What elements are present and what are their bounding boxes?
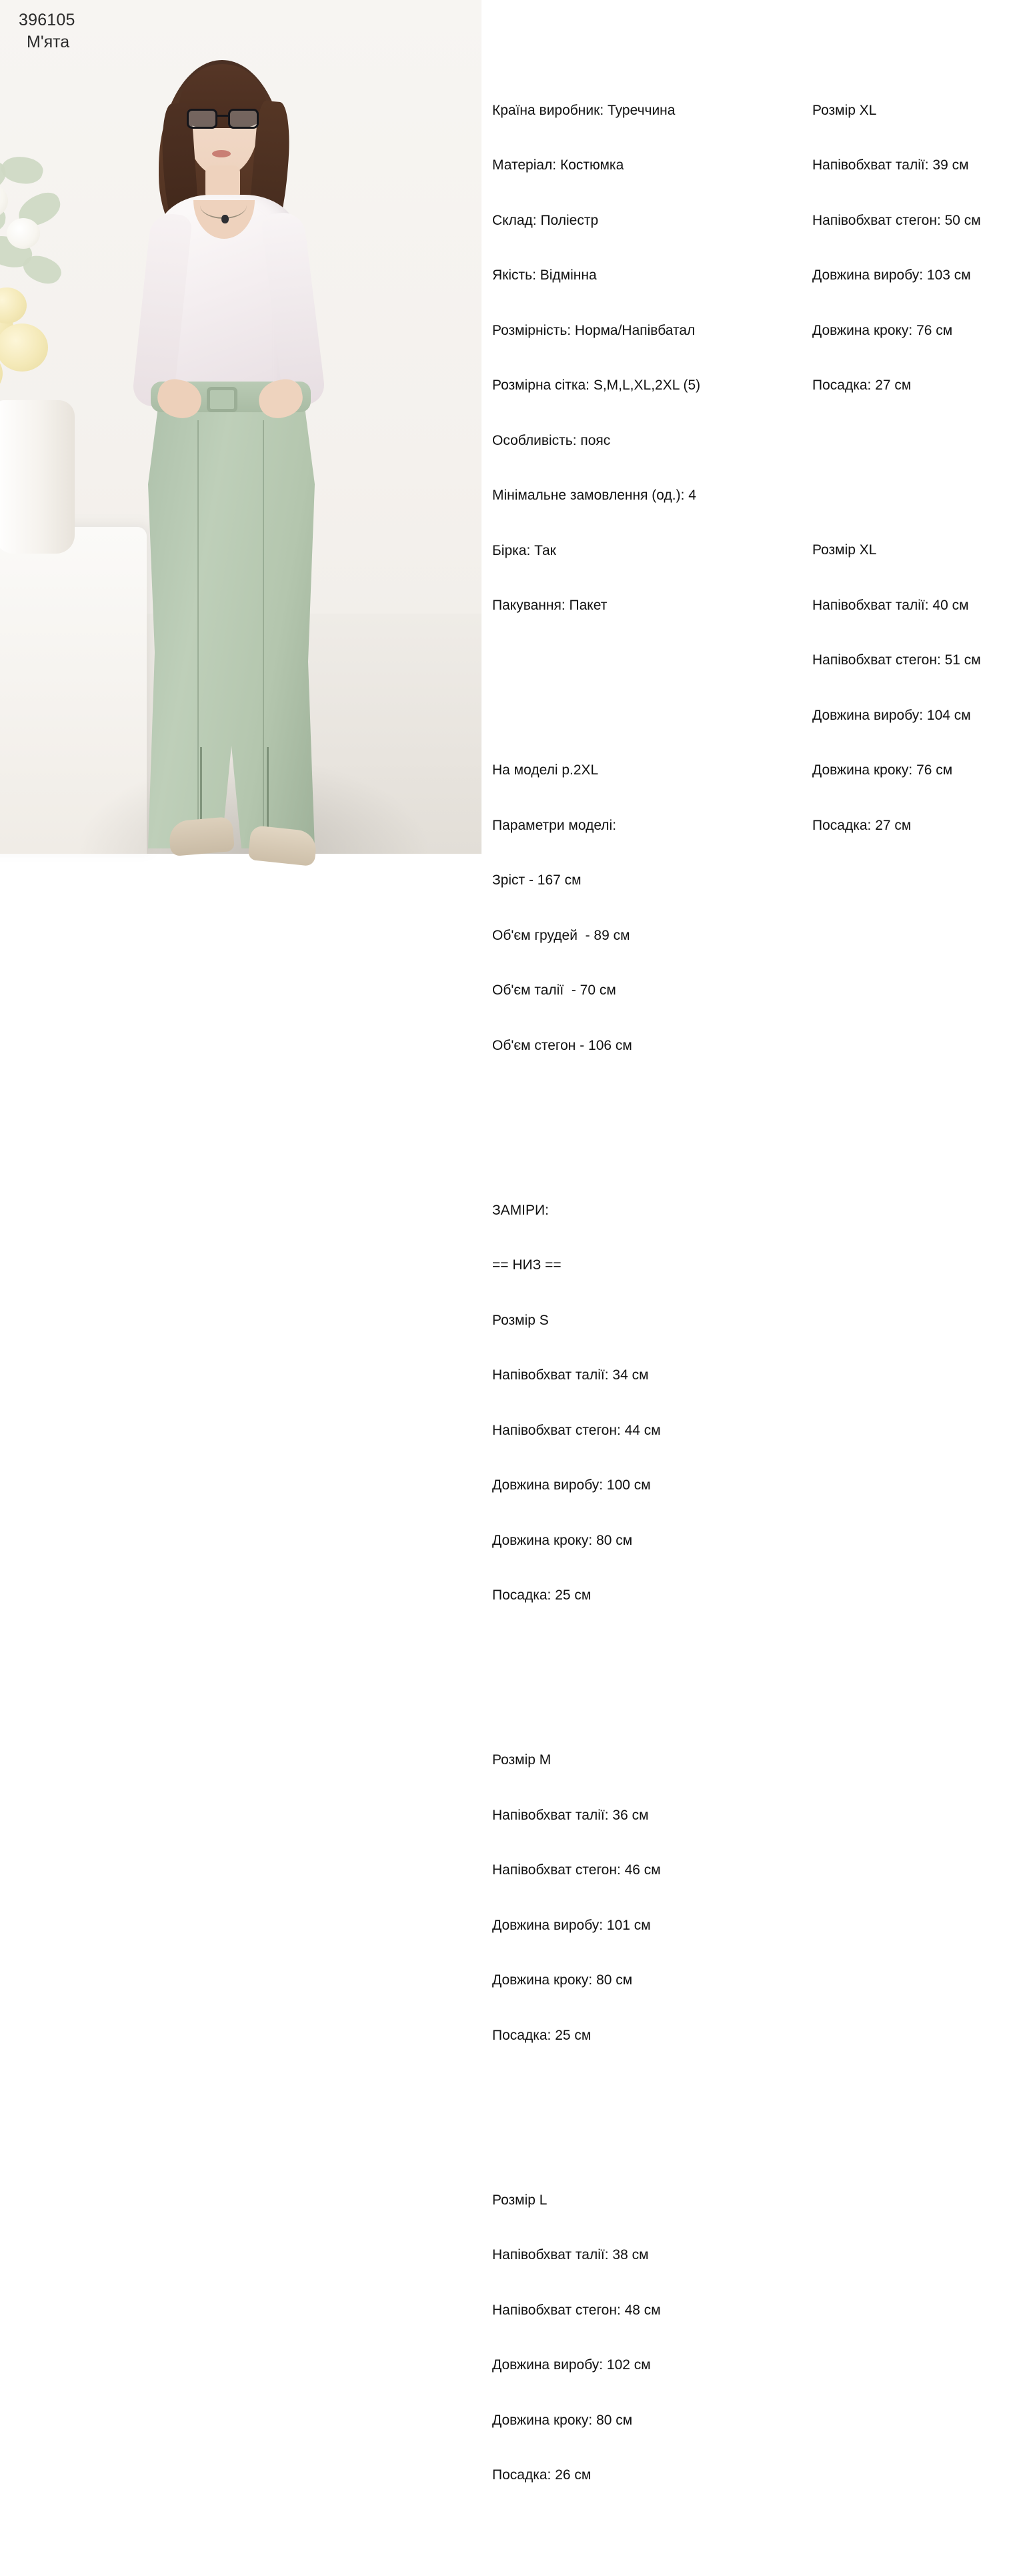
size-block-m — [492, 1714, 802, 2081]
product-description — [481, 0, 1025, 2483]
size-block-xl-2 — [812, 504, 1018, 871]
belt-buckle — [207, 387, 237, 412]
size-row: Довжина кроку: 76 см — [812, 322, 953, 338]
product-photo — [0, 0, 481, 854]
model-info-line: Об'єм грудей - 89 см — [492, 927, 630, 943]
flower-bouquet — [0, 157, 113, 424]
model-info-line: Об'єм стегон - 106 см — [492, 1037, 632, 1053]
model-info-line: Зріст - 167 см — [492, 872, 582, 888]
model-info-line: Об'єм талії - 70 см — [492, 983, 616, 998]
size-title: Розмір S — [492, 1312, 549, 1328]
size-block-s — [492, 1165, 802, 1642]
size-row: Довжина виробу: 102 см — [492, 2357, 651, 2373]
size-title: Розмір L — [492, 2192, 548, 2208]
size-row: Напівобхват стегон: 48 см — [492, 2302, 661, 2318]
size-row: Посадка: 25 см — [492, 2027, 592, 2043]
size-row: Посадка: 27 см — [812, 817, 912, 833]
lips — [212, 150, 231, 157]
spec-line: Матеріал: Костюмка — [492, 157, 624, 173]
model-info-line: Параметри моделі: — [492, 817, 617, 833]
spec-line: Якість: Відмінна — [492, 267, 597, 283]
seam-left — [197, 420, 199, 827]
size-block-l — [492, 2154, 802, 2521]
description-column-main — [481, 0, 808, 2483]
spec-line: Розмірна сітка: S,M,L,XL,2XL (5) — [492, 378, 701, 393]
spec-line: Бірка: Так — [492, 542, 556, 558]
spec-line: Пакування: Пакет — [492, 598, 608, 613]
size-row: Довжина виробу: 104 см — [812, 707, 971, 723]
size-row: Довжина кроку: 76 см — [812, 762, 953, 778]
mint-trousers — [148, 382, 315, 848]
glasses-icon — [187, 109, 259, 129]
size-row: Посадка: 26 см — [492, 2467, 592, 2483]
size-row: Напівобхват стегон: 50 см — [812, 212, 981, 228]
size-title: Розмір XL — [812, 102, 877, 118]
slit-right — [267, 747, 269, 834]
size-row: Напівобхват стегон: 51 см — [812, 652, 981, 668]
size-row: Напівобхват талії: 34 см — [492, 1367, 649, 1383]
seam-right — [263, 420, 264, 827]
size-row: Напівобхват талії: 38 см — [492, 2247, 649, 2263]
size-row: Довжина виробу: 103 см — [812, 267, 971, 283]
size-row: Напівобхват стегон: 46 см — [492, 1862, 661, 1878]
product-code: 396105 — [19, 11, 75, 29]
size-row: Посадка: 25 см — [492, 1587, 592, 1603]
description-column-sizes — [808, 0, 1025, 854]
spec-line: Мінімальне замовлення (од.): 4 — [492, 488, 696, 503]
size-title: Розмір XL — [812, 542, 877, 558]
size-row: Напівобхват талії: 36 см — [492, 1807, 649, 1823]
size-row: Довжина кроку: 80 см — [492, 1532, 633, 1548]
size-row: Напівобхват талії: 40 см — [812, 597, 969, 613]
size-row: Довжина виробу: 100 см — [492, 1477, 651, 1493]
spec-line: Країна виробник: Туреччина — [492, 102, 676, 118]
pendant — [221, 215, 229, 223]
model-info-block — [492, 724, 802, 1091]
spec-line: Склад: Поліестр — [492, 212, 599, 228]
size-row: Напівобхват талії: 39 см — [812, 157, 969, 173]
model-figure — [100, 40, 400, 854]
size-row: Напівобхват стегон: 44 см — [492, 1422, 661, 1438]
size-row: Посадка: 27 см — [812, 378, 912, 393]
size-row: Довжина кроку: 80 см — [492, 1972, 633, 1988]
measurements-subheading: == НИЗ == — [492, 1257, 562, 1273]
product-color: М'ята — [27, 33, 70, 51]
size-row: Довжина кроку: 80 см — [492, 2412, 633, 2428]
size-title: Розмір M — [492, 1752, 552, 1768]
measurements-heading: ЗАМІРИ: — [492, 1202, 549, 1218]
size-row: Довжина виробу: 101 см — [492, 1917, 651, 1933]
spec-line: Особливість: пояс — [492, 432, 611, 448]
size-block-xl-1 — [812, 65, 1018, 432]
specs-block — [492, 65, 802, 652]
model-info-line: На моделі р.2XL — [492, 762, 599, 778]
spec-line: Розмірність: Норма/Напівбатал — [492, 322, 696, 338]
